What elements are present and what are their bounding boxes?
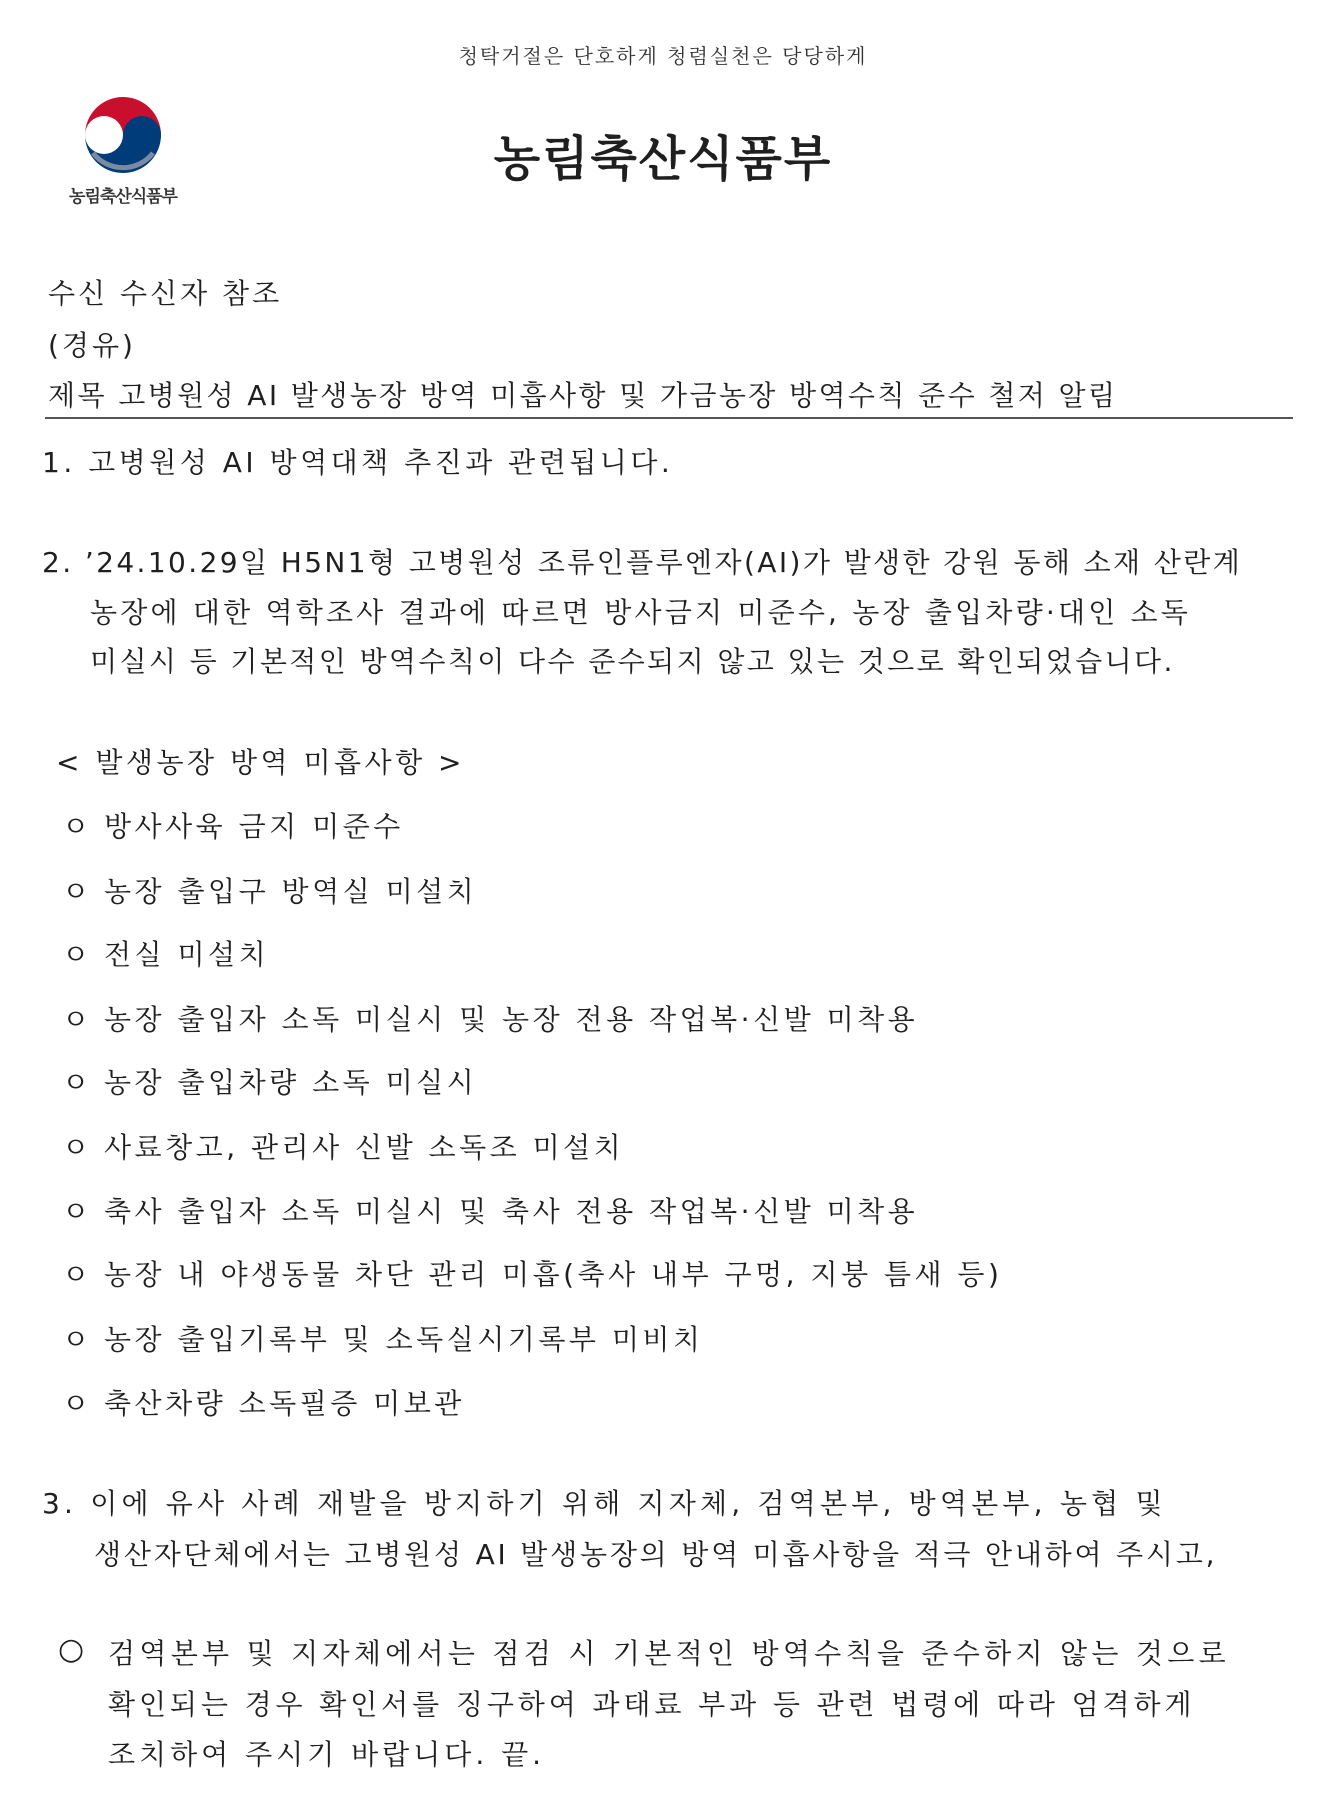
logo-text: 농림축산식품부: [69, 187, 177, 207]
list-heading: < 발생농장 방역 미흡사항 >: [56, 746, 466, 779]
list-item: ㅇ 방사사육 금지 미준수: [62, 805, 404, 845]
document-title: 농림축산식품부: [493, 131, 833, 187]
paragraph-2-line-2: 농장에 대한 역학조사 결과에 따르면 방사금지 미준수, 농장 출입차량·대인 소독: [90, 596, 1192, 629]
paragraph-2-line-3: 미실시 등 기본적인 방역수칙이 다수 준수되지 않고 있는 것으로 확인되었습니다.: [90, 645, 1175, 678]
paragraph-2-line-1: 2. ’24.10.29일 H5N1형 고병원성 조류인플루엔자(AI)가 발생한 강원 동해 소재 산란계: [42, 546, 1243, 579]
via-line: (경유): [48, 329, 136, 362]
paragraph-4-line-3: 조치하여 주시기 바랍니다. 끝.: [108, 1738, 546, 1771]
bullet-mark: ㅇ: [62, 1387, 93, 1420]
list-item: ㅇ 농장 출입차량 소독 미실시: [62, 1061, 477, 1101]
slogan: 청탁거절은 단호하게 청렴실천은 당당하게: [458, 44, 868, 68]
list-item: ㅇ 농장 출입자 소독 미실시 및 농장 전용 작업복·신발 미착용: [62, 998, 918, 1038]
paragraph-3-line-1: 3. 이에 유사 사례 재발을 방지하기 위해 지자체, 검역본부, 방역본부, 농협 및: [42, 1487, 1167, 1520]
list-item: ㅇ 사료창고, 관리사 신발 소독조 미설치: [62, 1126, 624, 1166]
list-item: ㅇ 농장 출입기록부 및 소독실시기록부 미비치: [62, 1318, 703, 1358]
bullet-mark: ㅇ: [62, 938, 93, 971]
paragraph-4-line-2: 확인되는 경우 확인서를 징구하여 과태료 부과 등 관련 법령에 따라 엄격하게: [108, 1688, 1196, 1721]
list-item: ㅇ 축산차량 소독필증 미보관: [62, 1382, 465, 1422]
paragraph-3-line-2: 생산자단체에서는 고병원성 AI 발생농장의 방역 미흡사항을 적극 안내하여 주시고,: [94, 1538, 1218, 1571]
list-item: ㅇ 축사 출입자 소독 미실시 및 축사 전용 작업복·신발 미착용: [62, 1190, 918, 1230]
bullet-mark: ㅇ: [62, 1003, 93, 1036]
subject-line: 제목 고병원성 AI 발생농장 방역 미흡사항 및 가금농장 방역수칙 준수 철저 알림: [48, 379, 1118, 412]
divider: [45, 417, 1293, 419]
paragraph-1: 1. 고병원성 AI 방역대책 추진과 관련됩니다.: [42, 446, 674, 479]
recipient-line: 수신 수신자 참조: [48, 277, 283, 310]
paragraph-4-mark: ○: [58, 1632, 88, 1667]
bullet-mark: ㅇ: [62, 1131, 93, 1164]
bullet-mark: ㅇ: [62, 1323, 93, 1356]
list-item: ㅇ 농장 출입구 방역실 미설치: [62, 870, 477, 910]
bullet-mark: ㅇ: [62, 875, 93, 908]
bullet-mark: ㅇ: [62, 1195, 93, 1228]
bullet-mark: ㅇ: [62, 1258, 93, 1291]
bullet-mark: ㅇ: [62, 1066, 93, 1099]
paragraph-4-line-1: 검역본부 및 지자체에서는 점검 시 기본적인 방역수칙을 준수하지 않는 것으로: [108, 1637, 1230, 1670]
list-item: ㅇ 농장 내 야생동물 차단 관리 미흡(축사 내부 구멍, 지붕 틈새 등): [62, 1253, 1002, 1293]
list-item: ㅇ 전실 미설치: [62, 933, 269, 973]
bullet-mark: ㅇ: [62, 810, 93, 843]
